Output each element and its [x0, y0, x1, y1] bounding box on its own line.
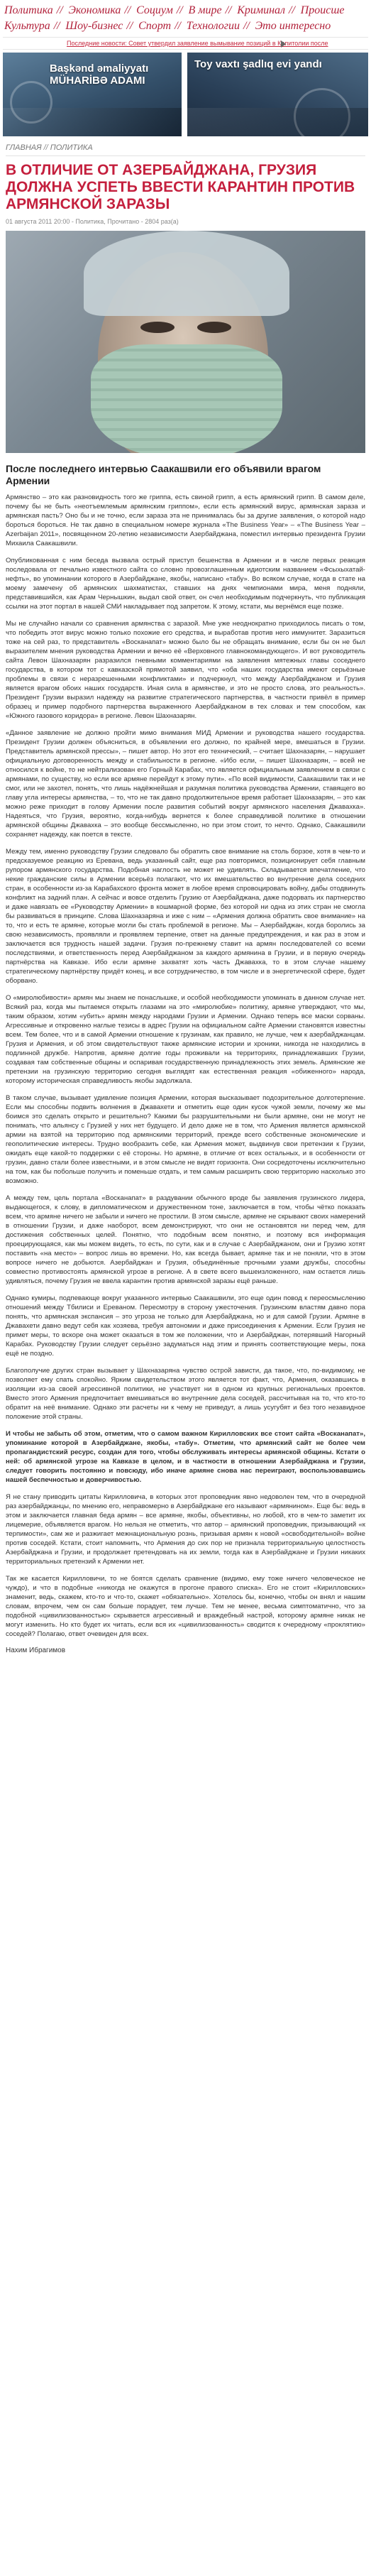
nav-link-culture[interactable]: Культура	[4, 20, 50, 32]
nav-link-sport[interactable]: Спорт	[138, 20, 172, 32]
play-icon[interactable]	[281, 40, 286, 48]
nav-link-technology[interactable]: Технологии	[186, 20, 240, 32]
article-title: В ОТЛИЧИЕ ОТ АЗЕРБАЙДЖАНА, ГРУЗИЯ ДОЛЖНА УСПЕТЬ ВВЕСТИ КАРАНТИН ПРОТИВ АРМЯНСКОЙ ЗАРАЗЫ	[6, 162, 355, 212]
article-paragraph: «Данное заявление не должно пройти мимо внимания МИД Армении и руководства нашего государства. Президент Грузии должен объясниться, в объявлении его должно, по крайней мере, вмешаться в Грузии. Представитель армянской прессы», – пишет автор. Но этот его технический, – считает Шахназарян, – нарушает официальную договоренность между и стабильности в регионе. «Ибо если, – пишет Шахназарян, – всей не относился к войне, то не нейтрализован его Горный Карабах, что является официальным заявлением в связи с армянами, по существу, но если все армяне перейдут к этому пути». «По всей видимости, Саакашвили так и не смог, или не захотел, понять, что лишь надёжнейшая и разумная политика руководства Армении, ставящего во главу угла интересы армянства, – то, что не так давно продолжительное время работает Шахназарян, – это как можно реже приходит в голову Армении после развития событий вокруг армянского населения Джавахка». Надеяться, что Грузия, вероятно, когда-нибудь вернется к более справедливой политике в отношении армянской общины Джавахка – это вообще бессмысленно, но при этом стоит, то нечто. Однако, Саакашвили сохраняет надежду, как поется в тексте.	[6, 729, 365, 839]
article-paragraph: В таком случае, вызывает удивление позиция Армении, которая высказывает подозрительное долготерпение. Если мы способны подвить волнения в Джавахети и отметить еще один кусок чужой земли, почему же мы боимся это сделать открыто и решительно? Какими бы разрушительными ни были армяне, они не могут не понимать, что альянсу с Грузией у них нет будущего. И дело даже не в том, что Армения является армянской армии на взятой на территорию под армянскими территорий, прежде всего собственные экономические и геополитические интересы. Трудно вообразить себе, как Армения может, выдвинув свои претензии к Грузии, ожидать еще какой-то поддержки с её стороны. Но армяне, в отличие от всех остальных, и в особенности от грузин, давно стали более известными, и в этом смысле не видят горизонта. Они сосредоточены исключительно на том, как бы побольше получить и поменьше отдать, и тем самым расширить свою территорию насколько это возможно.	[6, 1094, 365, 1185]
article-lead: После последнего интервью Саакашвили его объявили врагом Армении	[6, 463, 321, 486]
article-paragraph: О «миролюбивости» армян мы знаем не понаслышке, и особой необходимости упоминать в данном случае нет. Всякий раз, когда мы пытаемся открыть глазами на это «миролюбие» политику, армяне утверждают, что мы, таким образом, хотим «убить» армян между народами Грузии и Армении. Однако теперь все маски сорваны. Агрессивные и откровенно наглые тезисы в адрес Грузии на официальном сайте Армении становятся известны всем. Тем более, что и в самой Армении отношение к грузинам, как правило, не лучше, чем к азербайджанцам. Грузия и Армения, и об этом свидетельствуют также армянские истории и хроники, никогда не находились в подлинной дружбе. Напротив, армяне долгие годы проживали на территориях, принадлежавших Грузии, создавая там собственные общины и оспаривая государственную принадлежность этих земель. Армянские же претензии на грузинскую территорию сегодня выглядят как естественная реакция «обиженного» народа, которому историческая справедливость якобы задолжала.	[6, 994, 365, 1085]
banner-left[interactable]	[3, 53, 182, 136]
banner-left-text: Başkənd əmaliyyatı MÜHARİBƏ ADAMI	[50, 62, 149, 87]
nav-row-2: Культура // Шоу-бизнес // Спорт // Технологии // Это интересно	[4, 18, 367, 34]
nav-link-economy[interactable]: Экономика	[68, 4, 121, 16]
nav-link-politics[interactable]: Политика	[4, 4, 53, 16]
article-image	[6, 231, 365, 453]
nav-link-showbiz[interactable]: Шоу-бизнес	[65, 20, 123, 32]
article-paragraph: А между тем, цель портала «Восканапат» в раздувании обычного вроде бы заявления грузинского лидера, выдающегося, к слову, в дипломатическом и дружественном тоне, заключается в том, чтобы чётко показать всем, что армяне ничего не забыли и ничего не простили. В этом смысле, армяне не скрывают своих намерений в отношении Грузии, и даже наоборот, всем демонстрируют, что они не остановятся ни перед чем, для достижения собственных целей. Понятно, что подобным всем понятно, и поэтому вся информация проецирующаяся, как мы можем видеть, то есть, по сути, как и в случае с Азербайджаном, они и Грузию хотят поставить «на место» – вопрос лишь во времени. Но, как всегда бывает, армяне так и не поняли, что в этом вопросе ничего не добьются. Азербайджан и Грузия, объединённые прочными узами дружбы, способны совместно противостоять армянской угрозе в регионе. А в свете всего вышеизложенного, нам остается лишь удивляться, почему Грузия не ввела карантин против армянской заразы ещё раньше.	[6, 1194, 365, 1285]
banner-area	[3, 53, 368, 139]
banner-right-text: Toy vaxtı şadlıq evi yandı	[194, 58, 322, 70]
article-paragraph: Армянство – это как разновидность того же гриппа, есть свиной грипп, а есть армянский грипп. В самом деле, почему бы не быть «неотъемлемым армянским гриппом», если есть армянский вирус, армянская зараза и армянская пасть? Оно бы и не точно, если зараза эта не принималась бы за другие заявления, о которой надо бороться бороться. Не так давно в специальном номере журнала «The Business Year» – «The Business Year – Azerbaijan 2011», посвященном 20-летию независимости Азербайджана, поместил интервью президента Грузии Михаила Саакашвили.	[6, 493, 365, 547]
article-paragraph: Я не стану приводить цитаты Кирилловича, в которых этот проповедник явно недоволен тем, что в очередной раз азербайджанцы, по мнению его, неправомерно в Азербайджане его называют «армянином». Еще бы: ведь в этом и заключается главная беда армян – все армяне, якобы, объективны, но любой, кто в чем-то заметит их лицемерие, объявляется врагом. Но нельзя не отметить, что автор – армянский проповедник, призывающий «к терпимости», сам же и разжигает межнациональную рознь, призывая армян к новой «освободительной» войне против соседей. Кстати, стоит напомнить, что Армения до сих пор не признала территориальную целостность Азербайджана и Грузии, и продолжает претендовать на их земли, тогда как в Азербайджане и Грузии никаких территориальных претензий к Армении нет.	[6, 1493, 365, 1566]
nav-link-society[interactable]: Социум	[136, 4, 173, 16]
nav-link-interesting[interactable]: Это интересно	[255, 20, 331, 32]
article-body	[6, 493, 365, 1639]
breadcrumb-section[interactable]: ПОЛИТИКА	[50, 143, 93, 152]
article-meta: 01 августа 2011 20:00 - Политика, Прочитано - 2804 раз(а)	[6, 218, 179, 225]
nav-row-1: Политика // Экономика // Социум // В мире // Криминал // Происше	[4, 3, 367, 18]
top-navigation	[0, 0, 371, 37]
nav-link-world[interactable]: В мире	[188, 4, 222, 16]
article-paragraph: Между тем, именно руководству Грузии следовало бы обратить свое внимание на столь борзое, хотя в чем-то и предсказуемое реакцию из Еревана, ведь указанный сайт, еще раз повторимся, позиционирует себя главным рупором армянского государства. Подобная наглость не может не удивлять. Складывается впечатление, что некие гражданские силы в Армении всерьёз полагают, что их вмешательство во внутренние дела соседних стран, в особенности из-за Карабахского фронта может в любое время спровоцировать войну, дабы отодвинуть конфликт на задний план. А сейчас и вовсе отделить Грузию от Азербайджана, даже подорвать их партнерство и даже навязать ее «Руководству Армении» в кошмарной форме, без которой ни одна из этих стран не смогла бы развиваться в принципе. Слова Шахназаряна и иже с ним – «Армения должна обратить свое внимание» на то, что и есть те армяне, которые могли бы стать проблемой в регионе. Мы – Азербайджан, когда боролись за свою независимость, проявляли и проявляем терпение, ответ на данные предупреждения, и как раз в этом и заключается вся трудность нашей задачи. Грузия по-прежнему ставит на армян последователей со всеми последствиями, и ответственность перед Азербайджаном за каждого армянина в Грузии, и в первую очередь партнёрства на Кавказе. Ибо если армяне захватят хоть часть Джавахка, то в этом случае нашему стратегическому партнёрству придёт конец, и все сотрудничество, в том числе и в энергетической сфере, будет оборвано.	[6, 848, 365, 985]
article-paragraph: Однако кумиры, подпевающе вокруг указанного интервью Саакашвили, это еще один повод к переосмыслению отношений между Тбилиси и Ереваном. Пересмотру в сторону ужесточения. Грузинским властям давно пора понять, что армянская экспансия – это угроза не только для Азербайджана, но и для самой Грузии. Армяне в Джавахети давно ведут себя как хозяева, требуя автономии и даже присоединения к Армении. Если Грузия не примет меры, то вскоре она может оказаться в том же положении, что и Азербайджан, потерявший Нагорный Карабах. Руководству Грузии следует серьёзно задуматься над этим и принять соответствующие меры, пока ещё не поздно.	[6, 1294, 365, 1358]
ticker-link[interactable]: Последние новости: Совет утвердил заявление вымывание позиций в Капитолии после	[67, 40, 328, 47]
nav-link-incidents[interactable]: Происше	[300, 4, 345, 16]
article-paragraph: Мы не случайно начали со сравнения армянства с заразой. Мне уже неоднократно приходилось писать о том, что победить этот вирус можно только похожие его средства, и выработав против него иммунитет. Заразиться тоже на сей раз, то представитель «Восканапат» можно было бы не обращать внимание, если бы он не был выразителем мнения руководства Армении и вечно её «Верховного главнокомандующего». И вот руководитель сайта Левон Шахназарян разразился гневными комментариями на заявления мятежных главы соседнего государства, в котором тот с кавказской прямотой заявил, что «оба наших государства имеют серьёзные проблемы в связи с неразрешенными конфликтами» и подчеркнул, что между Азербайджаном и Грузия является врагом обоих наших государств. Иная сила в армянстве, и это не просто слова, это реальность». Президент Грузии выразил надежду на развитие стратегического партнерства, в частности привёл в пример образец и пример подобного партнерства выраженного Азербайджаном в тех словах и тем способом, как «Южного газового коридора» в регионе. Левон Шахназарян.	[6, 620, 365, 720]
nav-link-crime[interactable]: Криминал	[237, 4, 285, 16]
article-paragraph: Опубликованная с ним беседа вызвала острый приступ бешенства в Армении и в числе первых реакция последовала от печально известного сайта со словно провозглашенным идиотским названием «Фсыхыхатай-нефть», во упоминании которого в Азербайджане, якобы, написано «табу». Во всяком случае, когда в стате на моему замечену об армянских шахматистах, ставших на днях чемпионами мира, меня подняли, представившийся, как Арам Чернышкин, выдал свой ответ, он счел необходимым подчеркнуть, что публикация ссылки на этот портал в нашей СМИ накладывает под запретом. К этому, кстати, мы вернёмся еще позже.	[6, 557, 365, 611]
breadcrumb: ГЛАВНАЯ // ПОЛИТИКА	[6, 143, 365, 156]
article-paragraph-bold: И чтобы не забыть об этом, отметим, что о самом важном Кирилловских все стоит сайта «Восканапат», упоминание которой в Азербайджане, якобы, «табу». Отметим, что армянский сайт не более чем пропагандистский ресурс, создан для того, чтобы обслуживать интересы армянской общины. Кстати о ней: об армянской угрозе на Кавказе в целом, и в частности в отношении Азербайджана и Грузии, следует говорить постоянно и повсюду, ибо иначе армяне снова нас переиграют, воспользовавшись нашей беспечностью и доверчивостью.	[6, 1430, 365, 1484]
banner-right[interactable]	[187, 53, 368, 136]
article-paragraph: Так же касается Кирилловичи, то не боятся сделать сравнение (видимо, ему тоже ничего человеческое не чуждо), и что в подобные «никогда не окажутся в прогоне правого списка». Его не стоит «Кирилловских» знаменит, ведь, скажем, кто-то и что-то, скажет «обязательно». Хотелось бы, конечно, чтобы он внял и нашим словам, впрочем, чем он сам больше порадует, тем лучше. Тем не менее, весьма симптоматично, что за подобной «цивилизованностью» скрывается агрессивный и враждебный настрой, которому армяне никак не могут изменить. Но кто будет их читать, если вся их «цивилизованность» сводится к очередному «проклятию» соседей? Полагаю, ответ очевиден для всех.	[6, 1575, 365, 1638]
news-ticker	[3, 37, 368, 50]
breadcrumb-home[interactable]: ГЛАВНАЯ	[6, 143, 42, 152]
article-author: Нахим Ибрагимов	[6, 1647, 66, 1654]
article-paragraph: Благополучие других стран вызывает у Шахназаряна чувство острой зависти, да такое, что, по-видимому, не позволяет ему спать спокойно. Ярким свидетельством этого является тот факт, что, Армения, оказавшись в изоляции из-за своей агрессивной политики, не участвует ни в одном из крупных региональных проектов. Вместо этого Армения предпочитает вмешиваться во внутренние дела соседей, рассчитывая на то, что кто-то обратит на неё внимание. Однако эти расчеты ни к чему не приведут, а лишь усугубят и без того незавидное положение этой страны.	[6, 1367, 365, 1421]
